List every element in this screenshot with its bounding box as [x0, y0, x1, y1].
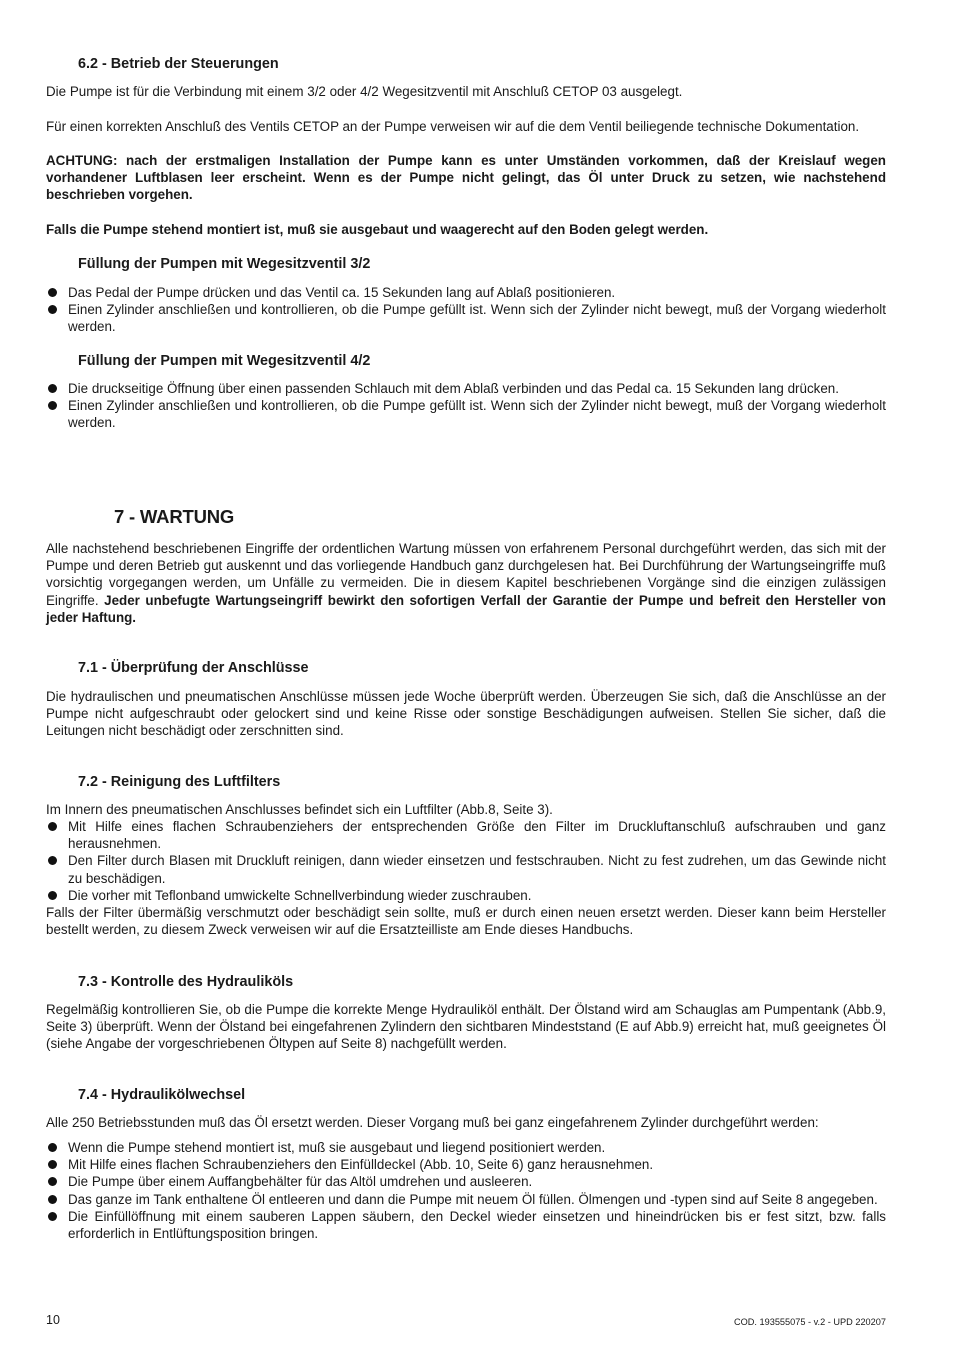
paragraph [46, 540, 886, 626]
list-item: Den Filter durch Blasen mit Druckluft reinigen, dann wieder einsetzen und festschrauben. Nicht zu fest zudrehen, um das Gewinde nicht zu beschädigen. [46, 852, 886, 886]
bullet-list [46, 284, 886, 336]
bullet-list [46, 380, 886, 432]
section-heading-7-2: 7.2 - Reinigung des Luftfilters [78, 774, 281, 790]
section-heading-6-2: 6.2 - Betrieb der Steuerungen [78, 56, 279, 72]
subheading-3-2: Füllung der Pumpen mit Wegesitzventil 3/2 [78, 256, 371, 272]
list-item: Wenn die Pumpe stehend montiert ist, muß sie ausgebaut und liegend positioniert werden. [46, 1139, 886, 1156]
chapter-heading: 7 - WARTUNG [114, 506, 235, 527]
document-code: COD. 193555075 - v.2 - UPD 220207 [733, 1317, 886, 1327]
paragraph: Falls der Filter übermäßig verschmutzt oder beschädigt sein sollte, muß er durch einen neuen ersetzt werden. Dieser kann beim Hersteller bestellt werden, zu diesem Zweck verweisen wir auf die Ersatzteilliste am Ende dieses Handbuchs. [46, 905, 886, 938]
list-item: Die vorher mit Teflonband umwickelte Schnellverbindung wieder zuschrauben. [46, 887, 886, 904]
bullet-list [46, 1139, 886, 1242]
warning-paragraph: ACHTUNG: nach der erstmaligen Installation der Pumpe kann es unter Umständen vorkommen, daß der Kreislauf wegen vorhandener Luftblasen leer erscheint. Wenn es der Pumpe nicht gelingt, das Öl unter Druck zu setzen, wie nachstehend beschrieben vorgehen. [46, 153, 886, 203]
list-item: Mit Hilfe eines flachen Schraubenziehers der entsprechenden Größe den Filter im Druckluftanschluß aufschrauben und ganz herausnehmen. [46, 818, 886, 852]
paragraph: Regelmäßig kontrollieren Sie, ob die Pumpe die korrekte Menge Hydrauliköl enthält. Der Ölstand wird am Schauglas am Pumpentank (Abb.9, Seite 3) überprüft. Wenn der Ölstand bei eingefahrenen Zylindern den sichtbaren Mindeststand (E auf Abb.9) erreicht hat, muß geeignetes Öl (siehe Angabe der vorgeschriebenen Öltypen auf Seite 8) nachgefüllt werden. [46, 1002, 886, 1052]
intro-bold-text: Jeder unbefugte Wartungseingriff bewirkt den sofortigen Verfall der Garantie der Pumpe und befreit den Hersteller von jeder Haftung. [46, 592, 886, 625]
list-item: Die Pumpe über einem Auffangbehälter für das Altöl umdrehen und ausleeren. [46, 1173, 886, 1190]
list-item: Mit Hilfe eines flachen Schraubenziehers den Einfülldeckel (Abb. 10, Seite 6) ganz herausnehmen. [46, 1156, 886, 1173]
paragraph: Alle 250 Betriebsstunden muß das Öl ersetzt werden. Dieser Vorgang muß bei ganz eingefahrenem Zylinder durchgeführt werden: [46, 1115, 819, 1130]
note-paragraph: Falls die Pumpe stehend montiert ist, muß sie ausgebaut und waagerecht auf den Boden gelegt werden. [46, 222, 709, 237]
list-item: Einen Zylinder anschließen und kontrollieren, ob die Pumpe gefüllt ist. Wenn sich der Zylinder nicht bewegt, muß der Vorgang wiederholt werden. [46, 301, 886, 335]
paragraph: Die hydraulischen und pneumatischen Anschlüsse müssen jede Woche überprüft werden. Überzeugen Sie sich, daß die Anschlüsse an der Pumpe nicht aufgeschraubt oder gelockert sind und keine Risse oder sonstige Beschädigungen aufweisen. Stellen Sie sicher, daß die Leitungen nicht beschädigt oder zerschnitten sind. [46, 689, 886, 739]
section-heading-7-3: 7.3 - Kontrolle des Hydrauliköls [78, 974, 294, 990]
section-heading-7-4: 7.4 - Hydraulikölwechsel [78, 1087, 246, 1103]
bullet-list [46, 818, 886, 904]
paragraph: Im Innern des pneumatischen Anschlusses befindet sich ein Luftfilter (Abb.8, Seite 3). [46, 802, 553, 817]
list-item: Einen Zylinder anschließen und kontrollieren, ob die Pumpe gefüllt ist. Wenn sich der Zylinder nicht bewegt, muß der Vorgang wiederholt werden. [46, 397, 886, 431]
list-item: Das Pedal der Pumpe drücken und das Ventil ca. 15 Sekunden lang auf Ablaß positionieren. [46, 284, 886, 301]
list-item: Die Einfüllöffnung mit einem sauberen Lappen säubern, den Deckel wieder einsetzen und hineindrücken bis er fest sitzt, bzw. falls erforderlich in Entlüftungsposition bringen. [46, 1208, 886, 1242]
page-number: 10 [46, 1313, 60, 1327]
section-heading-7-1: 7.1 - Überprüfung der Anschlüsse [78, 660, 309, 676]
paragraph: Die Pumpe ist für die Verbindung mit einem 3/2 oder 4/2 Wegesitzventil mit Anschluß CETOP 03 ausgelegt. [46, 84, 683, 99]
subheading-4-2: Füllung der Pumpen mit Wegesitzventil 4/2 [78, 353, 371, 369]
intro-text: Alle nachstehend beschriebenen Eingriffe der ordentlichen Wartung müssen von erfahrenem Personal durchgeführt werden, das sich mit der Pumpe und deren Betrieb gut auskennt und das vorliegende Handbuch ganz durchgelesen hat. Bei Durchführung der Wartungseingriffe muß vorsichtig vorgegangen werden, um Unfälle zu vermeiden. Die in diesem Kapitel beschriebenen Vorgänge sind die einzigen zulässigen Eingriffe. [46, 541, 886, 608]
list-item: Die druckseitige Öffnung über einen passenden Schlauch mit dem Ablaß verbinden und das Pedal ca. 15 Sekunden lang drücken. [46, 380, 886, 397]
paragraph: Für einen korrekten Anschluß des Ventils CETOP an der Pumpe verweisen wir auf die dem Ventil beiliegende technische Dokumentation. [46, 119, 860, 134]
list-item: Das ganze im Tank enthaltene Öl entleeren und dann die Pumpe mit neuem Öl füllen. Ölmengen und -typen sind auf Seite 8 angegeben. [46, 1191, 886, 1208]
